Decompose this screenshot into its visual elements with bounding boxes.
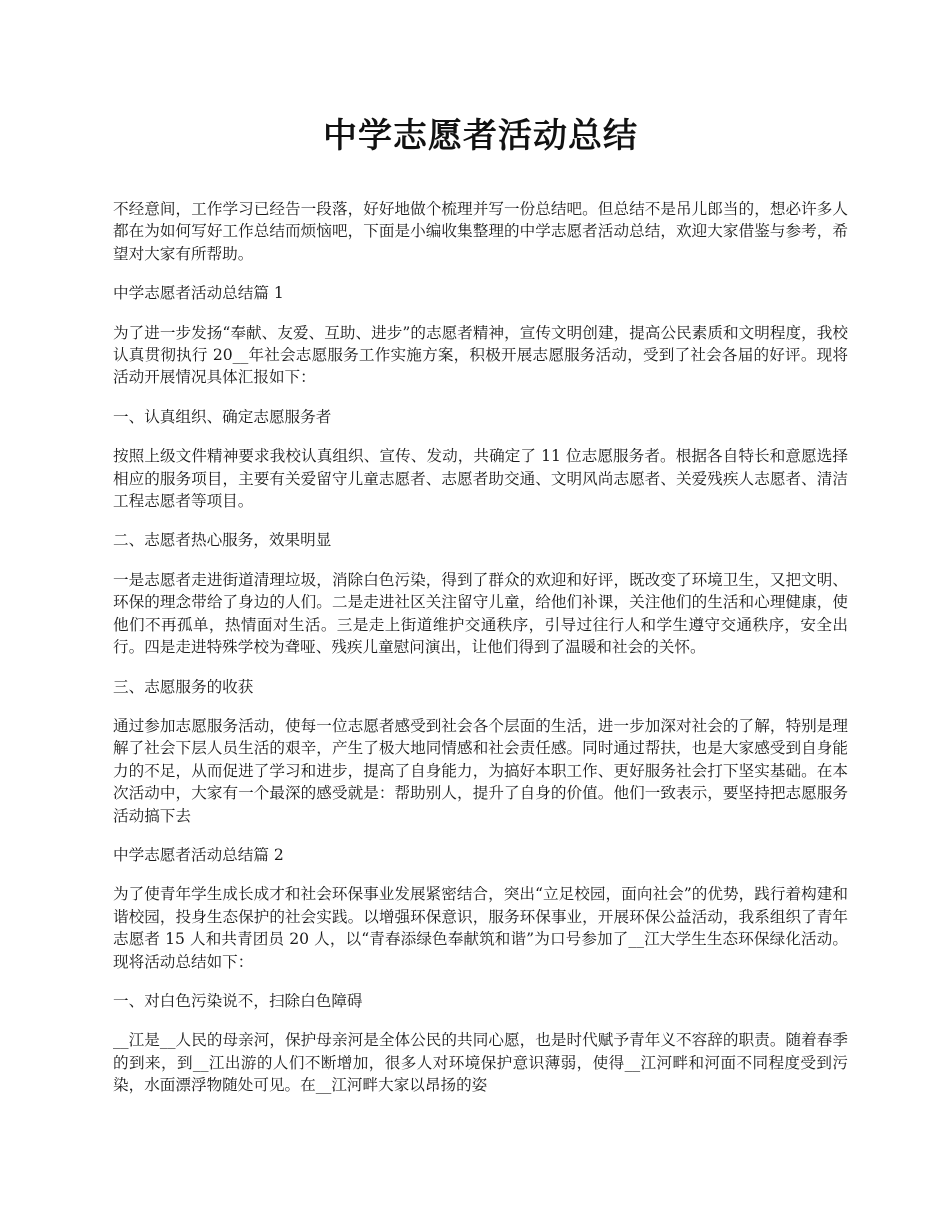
part-2-intro-paragraph: 为了使青年学生成长成才和社会环保事业发展紧密结合，突出“立足校园，面向社会”的优势，践行着构建和谐校园，投身生态保护的社会实践。以增强环保意识，服务环保事业，开展环保公益活动，我系组织了青年志愿者 15 人和共青团员 20 人，以“青春添绿色奉献筑和谐”为口号参加了__江大学生生态环保绿化活动。现将活动总结如下： bbox=[113, 885, 848, 971]
document-page bbox=[113, 112, 848, 1114]
gains-paragraph: 通过参加志愿服务活动，使每一位志愿者感受到社会各个层面的生活，进一步加深对社会的了解，特别是理解了社会下层人员生活的艰辛，产生了极大地同情感和社会责任感。同时通过帮扶，也是大家感受到自身能力的不足，从而促进了学习和进步，提高了自身能力，为搞好本职工作、更好服务社会打下坚实基础。在本次活动中，大家有一个最深的感受就是：帮助别人，提升了自身的价值。他们一致表示，要坚持把志愿服务活动搞下去 bbox=[113, 716, 848, 825]
subheading-service: 二、志愿者热心服务，效果明显 bbox=[113, 531, 332, 550]
service-paragraph: 一是志愿者走进街道清理垃圾，消除白色污染，得到了群众的欢迎和好评，既改变了环境卫生，又把文明、环保的理念带给了身边的人们。二是走进社区关注留守儿童，给他们补课，关注他们的生活和心理健康，使他们不再孤单，热情面对生活。三是走上街道维护交通秩序，引导过往行人和学生遵守交通秩序，安全出行。四是走进特殊学校为聋哑、残疾儿童慰问演出，让他们得到了温暖和社会的关怀。 bbox=[113, 570, 848, 657]
subheading-gains: 三、志愿服务的收获 bbox=[113, 677, 254, 696]
section-heading-part-1: 中学志愿者活动总结篇 1 bbox=[113, 284, 284, 303]
organize-paragraph: 按照上级文件精神要求我校认真组织、宣传、发动，共确定了 11 位志愿服务者。根据各自特长和意愿选择相应的服务项目，主要有关爱留守儿童志愿者、志愿者助交通、文明风尚志愿者、关爱残疾人志愿者、清洁工程志愿者等项目。 bbox=[113, 447, 848, 511]
section-heading-part-2: 中学志愿者活动总结篇 2 bbox=[113, 845, 284, 864]
white-pollution-paragraph: __江是__人民的母亲河，保护母亲河是全体公民的共同心愿，也是时代赋予青年义不容辞的职责。随着春季的到来，到__江出游的人们不断增加，很多人对环境保护意识薄弱，使得__江河畔和河面不同程度受到污染，水面漂浮物随处可见。在__江河畔大家以昂扬的姿 bbox=[113, 1031, 848, 1095]
subheading-organize: 一、认真组织、确定志愿服务者 bbox=[113, 407, 332, 426]
part-1-intro-paragraph: 为了进一步发扬“奉献、友爱、互助、进步”的志愿者精神，宣传文明创建，提高公民素质和文明程度，我校认真贯彻执行 20__年社会志愿服务工作实施方案，积极开展志愿服务活动，受到了社会各届的好评。现将活动开展情况具体汇报如下： bbox=[113, 323, 848, 387]
document-title: 中学志愿者活动总结 bbox=[323, 116, 638, 156]
subheading-white-pollution: 一、对白色污染说不，扫除白色障碍 bbox=[113, 991, 363, 1010]
intro-paragraph: 不经意间，工作学习已经告一段落，好好地做个梳理并写一份总结吧。但总结不是吊儿郎当的，想必许多人都在为如何写好工作总结而烦恼吧，下面是小编收集整理的中学志愿者活动总结，欢迎大家借鉴与参考，希望对大家有所帮助。 bbox=[113, 200, 848, 263]
